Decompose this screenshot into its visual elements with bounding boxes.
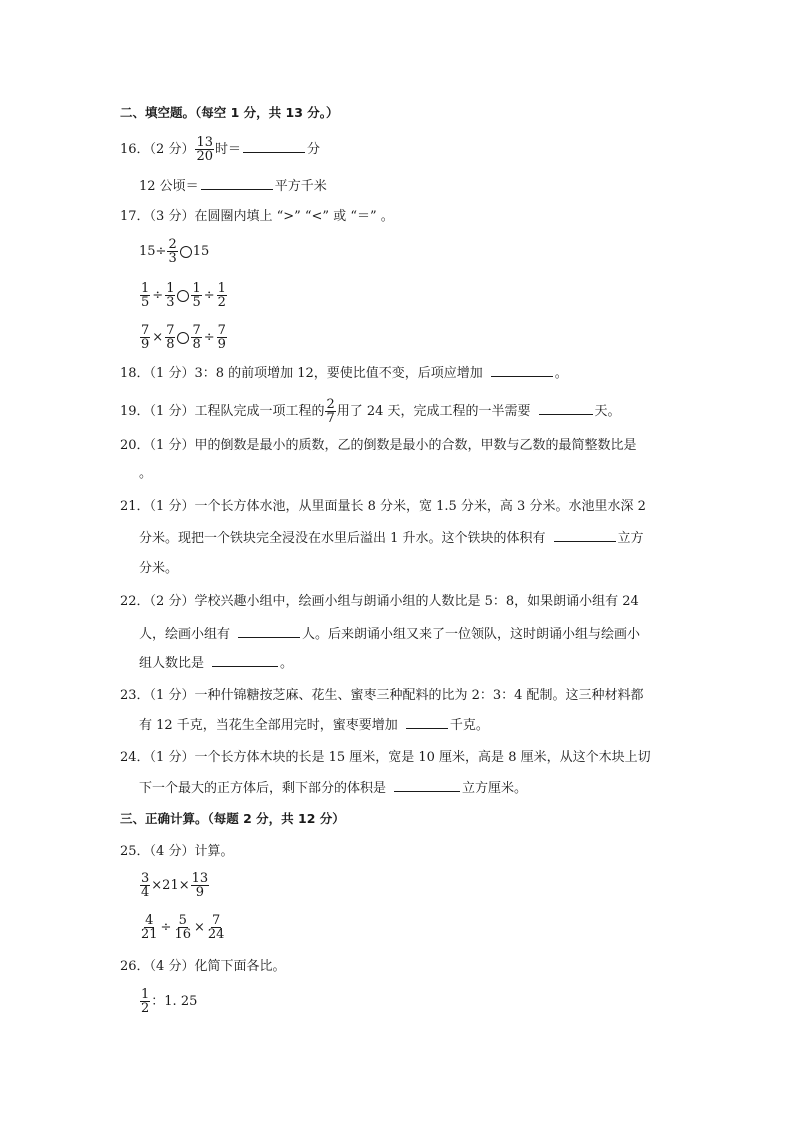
unit-label: 分 xyxy=(307,142,321,157)
question-16 xyxy=(120,136,320,163)
compare-row-1: 15÷ $\frac{2}{3}$ 15 xyxy=(139,237,210,266)
answer-blank[interactable] xyxy=(201,177,273,190)
question-text: 12 公顷＝ xyxy=(139,179,199,194)
question-26: 26．（4 分）化简下面各比。 xyxy=(120,959,286,974)
question-24: 24．（1 分）一个长方体木块的长是 15 厘米，宽是 10 厘米，高是 8 厘米，从这个木块上切 xyxy=(120,750,651,765)
question-22-line-3: 组人数比是 。 xyxy=(139,656,294,671)
answer-blank[interactable] xyxy=(394,779,460,792)
answer-blank[interactable] xyxy=(243,140,305,153)
compare-circle[interactable] xyxy=(177,290,189,302)
question-19: 19．（1 分）工程队完成一项工程的 $\frac{2}{7}$ 用了 24 天，完成工程的一半需要 天。 xyxy=(120,397,621,426)
answer-blank[interactable] xyxy=(406,716,448,729)
question-21-line-2: 分米。现把一个铁块完全浸没在水里后溢出 1 升水。这个铁块的体积有 立方 xyxy=(139,531,644,546)
question-18: 18．（1 分）3：8 的前项增加 12，要使比值不变，后项应增加 。 xyxy=(120,366,568,381)
compare-circle[interactable] xyxy=(180,246,192,258)
question-16-part-2 xyxy=(139,177,327,196)
section-title-fill-blanks: 二、填空题。（每空 1 分，共 13 分。） xyxy=(120,105,339,120)
answer-blank[interactable] xyxy=(212,654,278,667)
question-23-line-2: 有 12 千克，当花生全部用完时，蜜枣要增加 千克。 xyxy=(139,718,489,733)
fraction: $\frac{13}{20}$ xyxy=(196,135,213,164)
question-21-line-3: 分米。 xyxy=(139,561,179,576)
question-24-line-2: 下一个最大的正方体后，剩下部分的体积是 立方厘米。 xyxy=(139,781,528,796)
question-17: 17．（3 分）在圆圈内填上 “>” “<” 或 “＝” 。 xyxy=(120,209,394,224)
section-title-calculation: 三、正确计算。（每题 2 分，共 12 分） xyxy=(120,811,345,826)
compare-row-2: $\frac{1}{5}$ ÷ $\frac{1}{3}$ $\frac{1}{5}$ ÷ $\frac{1}{2}$ xyxy=(141,281,226,310)
question-25: 25．（4 分）计算。 xyxy=(120,844,234,859)
question-text: 时＝ xyxy=(215,142,242,157)
question-23: 23．（1 分）一种什锦糖按芝麻、花生、蜜枣三种配料的比为 2：3：4 配制。这三种材料都 xyxy=(120,688,644,703)
compare-row-3: $\frac{7}{9}$ × $\frac{7}{8}$ $\frac{7}{8}$ ÷ $\frac{7}{9}$ xyxy=(141,323,226,352)
question-text: 18．（1 分）3：8 的前项增加 12，要使比值不变，后项应增加 xyxy=(120,366,483,381)
compare-circle[interactable] xyxy=(177,332,189,344)
question-number: 16．（2 分） xyxy=(120,142,195,157)
question-20-end: 。 xyxy=(139,466,153,481)
question-20: 20．（1 分）甲的倒数是最小的质数，乙的倒数是最小的合数，甲数与乙数的最简整数比是 xyxy=(120,438,637,453)
calc-expression-2: $\frac{4}{21}$ ÷ $\frac{5}{16}$ × $\frac{7}{24}$ xyxy=(141,913,225,942)
answer-blank[interactable] xyxy=(539,402,593,415)
question-text: 19．（1 分）工程队完成一项工程的 xyxy=(120,404,325,419)
ratio-expression: $\frac{1}{2}$ ：1. 25 xyxy=(141,987,198,1016)
unit-label: 平方千米 xyxy=(274,179,327,194)
calc-expression-1: $\frac{3}{4}$ ×21× $\frac{13}{9}$ xyxy=(141,871,209,900)
question-22-line-2: 人，绘画小组有 人。后来朗诵小组又来了一位领队，这时朗诵小组与绘画小 xyxy=(139,627,641,642)
answer-blank[interactable] xyxy=(491,364,553,377)
question-21: 21．（1 分）一个长方体水池，从里面量长 8 分米，宽 1.5 分米，高 3 分米。水池里水深 2 xyxy=(120,499,646,514)
answer-blank[interactable] xyxy=(554,529,616,542)
question-22: 22．（2 分）学校兴趣小组中，绘画小组与朗诵小组的人数比是 5：8，如果朗诵小组有 24 xyxy=(120,594,639,609)
answer-blank[interactable] xyxy=(238,625,300,638)
